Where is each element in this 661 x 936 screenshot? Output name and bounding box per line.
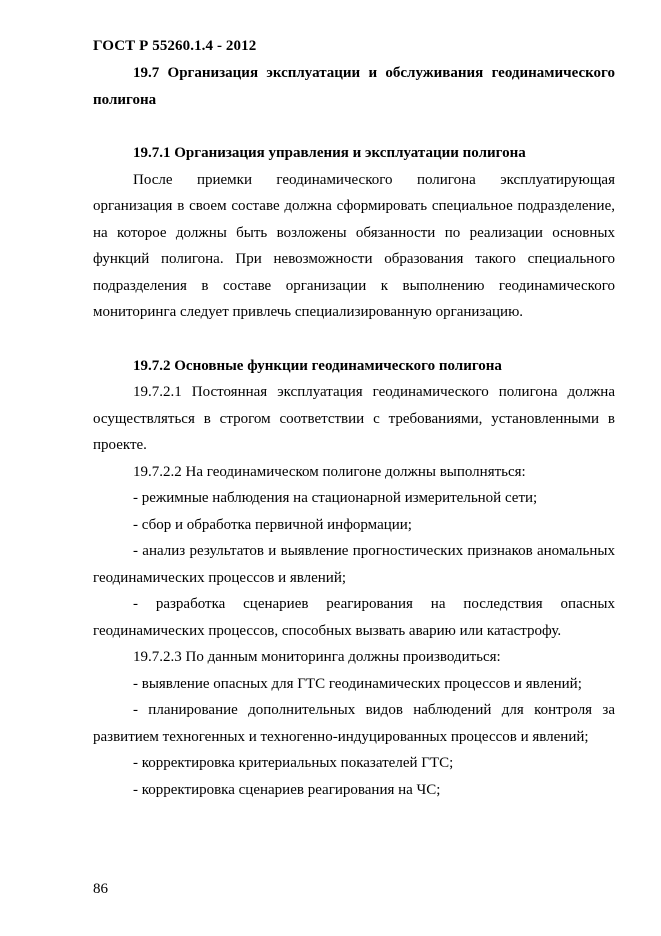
spacer [93, 113, 615, 140]
section-19-7-1-paragraph: После приемки геодинамического полигона эксплуатирующая организация в своем составе должна сформировать специальное подразделение, на которое должны быть возложены обязанности по реализации основных функций полигона. При невозможности образования такого специального подразделения в составе организации к выполнению геодинамического мониторинга следует привлечь специализированную организацию. [93, 171, 615, 320]
list-item: - режимные наблюдения на стационарной измерительной сети; [133, 490, 538, 506]
page-number: 86 [93, 881, 108, 897]
list-item: - сбор и обработка первичной информации; [133, 516, 412, 533]
list-item: - корректировка сценариев реагирования на ЧС; [133, 781, 441, 798]
paragraph-19-7-2-2: 19.7.2.2 На геодинамическом полигоне должны выполняться: [133, 463, 526, 480]
document-header: ГОСТ Р 55260.1.4 - 2012 [93, 38, 257, 54]
list-item: - планирование дополнительных видов наблюдений для контроля за развитием техногенных и техногенно-индуцированных процессов и явлений; [93, 702, 615, 745]
list-item: - корректировка критериальных показателей ГТС; [133, 755, 454, 771]
section-19-7-2-title: 19.7.2 Основные функции геодинамического полигона [133, 357, 502, 374]
document-body [93, 60, 615, 803]
list-item: - анализ результатов и выявление прогностических признаков аномальных геодинамических процессов и явлений; [93, 543, 615, 586]
section-19-7-title: 19.7 Организация эксплуатации и обслуживания геодинамического полигона [93, 65, 615, 108]
spacer [93, 326, 615, 353]
list-item: - выявление опасных для ГТС геодинамических процессов и явлений; [133, 675, 582, 692]
paragraph-19-7-2-1: 19.7.2.1 Постоянная эксплуатация геодинамического полигона должна осуществляться в строгом соответствии с требованиями, установленными в проекте. [93, 384, 615, 453]
list-item: - разработка сценариев реагирования на последствия опасных геодинамических процессов, способных вызвать аварию или катастрофу. [93, 596, 615, 639]
paragraph-19-7-2-3: 19.7.2.3 По данным мониторинга должны производиться: [133, 649, 501, 665]
section-19-7-1-title: 19.7.1 Организация управления и эксплуатации полигона [133, 145, 526, 161]
